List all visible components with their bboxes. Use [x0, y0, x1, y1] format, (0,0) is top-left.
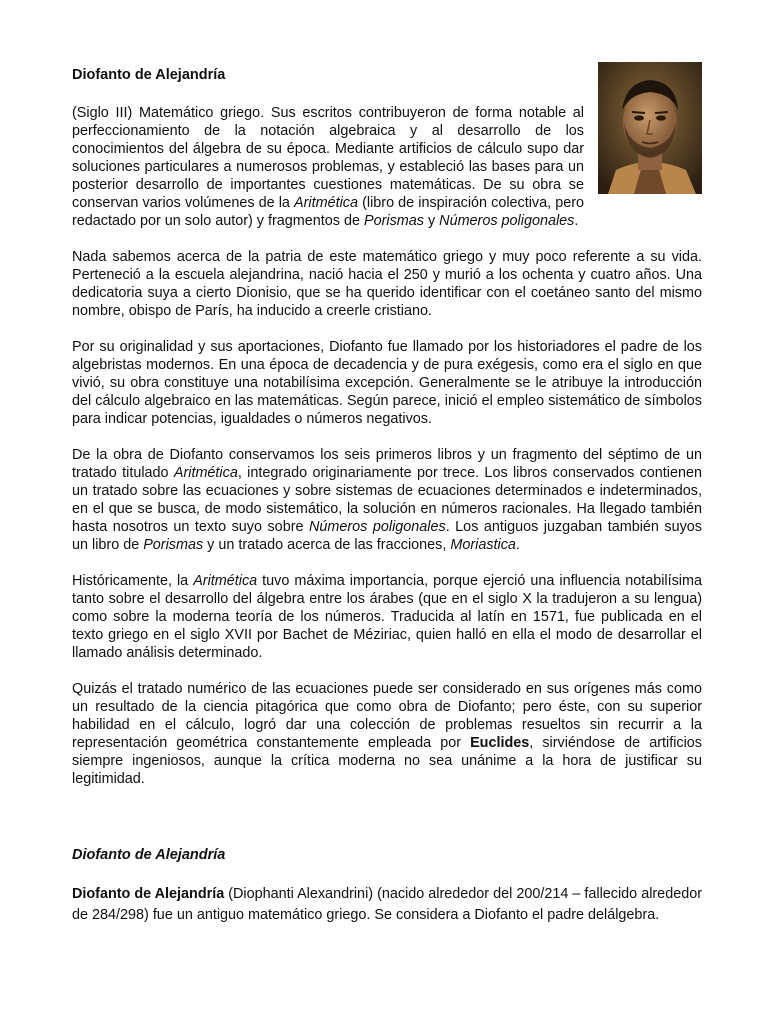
paragraph-works: De la obra de Diofanto conservamos los seis primeros libros y un fragmento del séptimo de un tratado titulado Aritmética, integrado originariamente por trece. Los libros conservados contienen un tratado sobre las ecuaciones y sobre sistemas de ecuaciones determinados e indeterminados, en el que se busca, de modo sistemático, la solución en números racionales. Ha llegado también hasta nosotros un texto suyo sobre Números poligonales. Los antiguos juzgaban también suyos un libro de Porismas y un tratado acerca de las fracciones, Moriastica. — [72, 447, 702, 553]
paragraph-originality: Por su originalidad y sus aportaciones, Diofanto fue llamado por los historiadores el padre de los algebristas modernos. En una época de decadencia y de pura exégesis, como era el siglo en que vivió, su obra constituye una notabilísima excepción. Generalmente se le atribuye la introducción del cálculo algebraico en las matemáticas. Según parece, inició el empleo sistemático de símbolos para indicar potencias, igualdades o números negativos. — [72, 339, 702, 427]
paragraph-intro: (Siglo III) Matemático griego. Sus escritos contribuyeron de forma notable al perfeccionamiento de la notación algebraica y al desarrollo de los conocimientos del álgebra de su época. Mediante artificios de cálculo supo dar soluciones particulares a numerosos problemas, y estableció las bases para un posterior desarrollo de importantes cuestiones matemáticas. De su obra se conservan varios volúmenes de la Aritmética (libro de inspiración colectiva, pero redactado por un solo autor) y fragmentos de Porismas y Números poligonales. — [72, 105, 584, 229]
portrait-icon — [598, 62, 702, 194]
paragraph-history: Históricamente, la Aritmética tuvo máxima importancia, porque ejerció una influencia notabilísima tanto sobre el desarrollo del álgebra entre los árabes (que en el siglo X la tradujeron a su lengua) como sobre la moderna teoría de los números. Traducida al latín en 1571, fue publicada en el texto griego en el siglo XVII por Bachet de Méziriac, quien halló en ella el modo de desarrollar el llamado análisis determinado. — [72, 573, 702, 661]
section-title: Diofanto de Alejandría — [72, 847, 226, 863]
paragraph-life: Nada sabemos acerca de la patria de este matemático griego y muy poco referente a su vida. Perteneció a la escuela alejandrina, nació hacia el 250 y murió a los ochenta y cuatro años. Una dedicatoria suya a cierto Dionisio, que se ha querido identificar con el coetáneo santo del mismo nombre, obispo de París, ha inducido a creerle cristiano. — [72, 249, 702, 319]
paragraph-summary: Diofanto de Alejandría (Diophanti Alexandrini) (nacido alrededor del 200/214 – fallecido alrededor de 284/298) fue un antiguo matemático griego. Se considera a Diofanto el padre delálgebra. — [72, 886, 702, 923]
paragraph-treatise: Quizás el tratado numérico de las ecuaciones puede ser considerado en sus orígenes más como un resultado de la ciencia pitagórica que como obra de Diofanto; pero éste, con su superior habilidad en el cálculo, logró dar una colección de problemas resueltos sin recurrir a la representación geométrica constantemente empleada por Euclides, sirviéndose de artificios siempre ingeniosos, aunque la crítica moderna no sea unánime a la hora de justificar su legitimidad. — [72, 681, 703, 787]
portrait-image — [598, 62, 702, 194]
document-title: Diofanto de Alejandría — [72, 67, 226, 83]
